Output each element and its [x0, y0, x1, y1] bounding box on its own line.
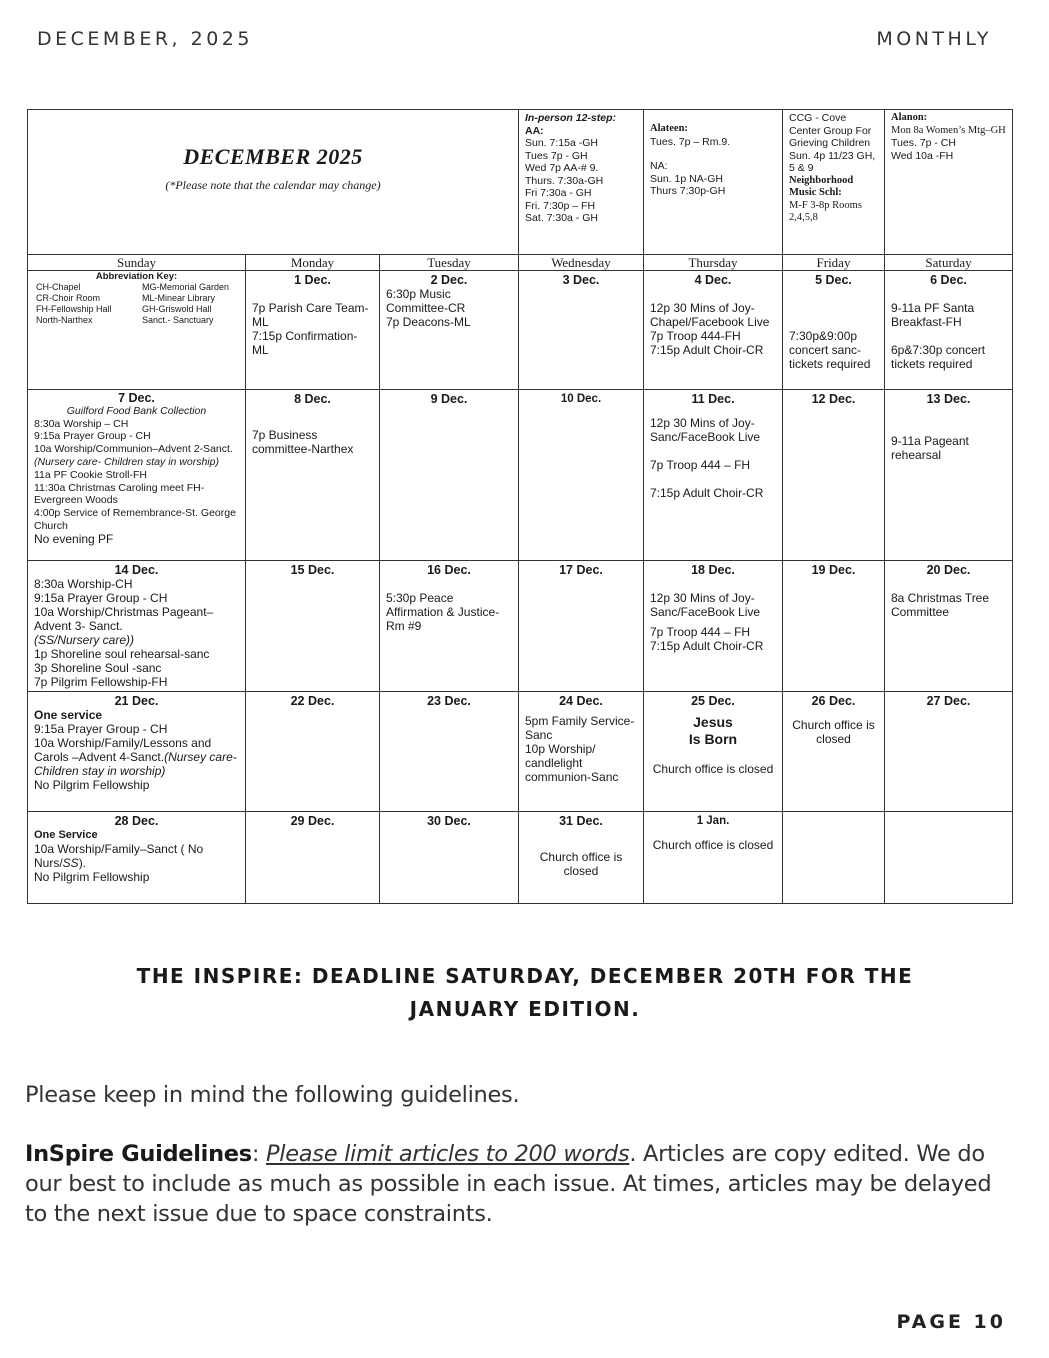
week-row: [28, 812, 1013, 904]
weekday-wednesday: Wednesday: [519, 255, 644, 271]
abbreviation-item: CH-Chapel: [36, 282, 81, 292]
info-line: NA:: [650, 160, 668, 172]
event: 5:30p Peace Affirmation & Justice-Rm #9: [386, 591, 500, 633]
event: 7p Deacons-ML: [386, 315, 471, 329]
event: 11a PF Cookie Stroll-FH: [34, 468, 148, 481]
info-line: CCG - Cove Center Group For Grieving Children: [789, 112, 872, 149]
day-date: 18 Dec.: [691, 563, 735, 577]
day-cell-dec-14: [28, 561, 246, 692]
day-cell-empty: [885, 812, 1013, 904]
event: 7:30p&9:00p concert sanc-tickets required: [789, 329, 871, 371]
event-note: (SS/Nursery care)): [34, 633, 135, 647]
info-in-person: [519, 110, 644, 255]
event: 7p Pilgrim Fellowship-FH: [34, 675, 168, 689]
info-line: AA:: [525, 124, 544, 137]
abbreviation-title: Abbreviation Key:: [95, 271, 178, 282]
event: 4:00p Service of Remembrance-St. George Church: [34, 507, 236, 532]
day-cell-dec-17: [519, 561, 644, 692]
abbreviation-item: CR-Choir Room: [36, 293, 101, 303]
day-date: 27 Dec.: [926, 694, 971, 708]
event: 10a Worship/Communion–Advent 2-Sanct.: [34, 443, 233, 456]
day-cell-dec-12: [783, 390, 885, 561]
info-line: Sun. 1p NA-GH: [650, 172, 723, 185]
abbreviation-item: FH-Fellowship Hall: [36, 304, 112, 314]
info-alateen: [644, 110, 783, 255]
event: No evening PF: [34, 531, 114, 546]
day-date: 20 Dec.: [926, 563, 971, 577]
day-date: 25 Dec.: [691, 694, 735, 708]
day-cell-dec-3: [519, 271, 644, 390]
event: 10a Worship/Family/Lessons and Carols –Advent 4-Sanct.: [34, 736, 212, 764]
day-date: 16 Dec.: [427, 563, 471, 577]
day-cell-dec-29: [246, 812, 380, 904]
day-cell-dec-13: [885, 390, 1013, 561]
day-date: 4 Dec.: [694, 273, 732, 287]
day-date: 3 Dec.: [562, 273, 600, 287]
calendar-note: (*Please note that the calendar may change): [165, 178, 381, 192]
event-note: (Nursery care- Children stay in worship): [34, 455, 219, 468]
day-date: 11 Dec.: [691, 392, 735, 406]
weekday-sunday: Sunday: [28, 255, 246, 271]
day-cell-jan-1: [644, 812, 783, 904]
day-cell-dec-30: [380, 812, 519, 904]
day-cell-dec-15: [246, 561, 380, 692]
event: One service: [34, 708, 103, 722]
info-line: Thurs 7:30p-GH: [650, 185, 726, 197]
christmas-text: Jesus: [693, 714, 733, 730]
event: 9:15a Prayer Group - CH: [34, 430, 151, 443]
day-date: 1 Dec.: [294, 273, 331, 287]
event: 3p Shoreline Soul -sanc: [34, 661, 162, 675]
day-cell-dec-22: [246, 692, 380, 812]
event: Guilford Food Bank Collection: [66, 404, 207, 417]
event: 12p 30 Mins of Joy-Chapel/Facebook Live: [650, 301, 770, 329]
event: 11:30a Christmas Caroling meet FH-Evergreen Woods: [34, 481, 205, 507]
abbreviation-item: GH-Griswold Hall: [142, 304, 212, 314]
guidelines-rest: . Articles are copy edited. We do our best to include as much as possible in each issue. At times, articles may be delayed to the next issue due to space constraints.: [25, 1141, 992, 1227]
info-line: Alanon:: [891, 112, 928, 123]
week-row: [28, 692, 1013, 812]
day-cell-empty: [783, 812, 885, 904]
day-date: 29 Dec.: [290, 814, 335, 828]
event-note: (Nursey care-Children stay in worship): [34, 750, 237, 778]
info-line: Alateen:: [650, 123, 688, 134]
day-cell-dec-1: [246, 271, 380, 390]
event: 10p Worship/ candlelight communion-Sanc: [525, 742, 619, 784]
day-cell-dec-6: [885, 271, 1013, 390]
event-note: SS: [62, 856, 79, 870]
day-cell-dec-4: [644, 271, 783, 390]
event: No Pilgrim Fellowship: [34, 778, 150, 792]
week-row: [28, 390, 1013, 561]
calendar-title: DECEMBER 2025: [183, 144, 363, 169]
guidelines-lead: InSpire Guidelines: [25, 1141, 252, 1167]
info-line: Wed 7p AA-# 9.: [525, 162, 599, 174]
day-date: 21 Dec.: [114, 694, 159, 708]
week-row: [28, 271, 1013, 390]
day-cell-dec-31: [519, 812, 644, 904]
event: Church office is closed: [792, 718, 875, 746]
day-date: 6 Dec.: [930, 273, 967, 287]
event: 8:30a Worship-CH: [34, 577, 133, 591]
day-cell-dec-18: [644, 561, 783, 692]
event: 12p 30 Mins of Joy-Sanc/FaceBook Live: [650, 416, 761, 444]
info-line: Tues. 7p - CH: [891, 137, 956, 149]
day-cell-dec-20: [885, 561, 1013, 692]
day-cell-dec-2: [380, 271, 519, 390]
info-line: M-F 3-8p Rooms 2,4,5,8: [789, 199, 862, 223]
calendar-header-row: [28, 110, 1013, 255]
event: 9-11a PF Santa Breakfast-FH: [891, 301, 975, 329]
event: 10a Worship/Christmas Pageant–Advent 3- Sanct.: [34, 605, 214, 633]
abbreviation-item: ML-Minear Library: [142, 293, 216, 303]
deadline-line: JANUARY EDITION.: [409, 997, 641, 1021]
day-date: 1 Jan.: [696, 815, 730, 827]
event: 7p Troop 444 – FH: [650, 625, 751, 639]
weekday-row: [28, 255, 1013, 271]
week-row: [28, 561, 1013, 692]
guidelines-intro: Please keep in mind the following guidelines.: [25, 1082, 520, 1108]
weekday-monday: Monday: [246, 255, 380, 271]
day-cell-dec-11: [644, 390, 783, 561]
day-date: 22 Dec.: [290, 694, 335, 708]
weekday-saturday: Saturday: [885, 255, 1013, 271]
event: 10a Worship/Family–Sanct ( No Nurs/: [34, 842, 204, 870]
info-line: Sun. 7:15a -GH: [525, 137, 598, 149]
event: 9:15a Prayer Group - CH: [34, 722, 168, 736]
guidelines-text: [25, 1139, 1010, 1229]
event: Church office is closed: [652, 838, 774, 852]
day-cell-dec-23: [380, 692, 519, 812]
weekday-friday: Friday: [783, 255, 885, 271]
day-cell-dec-8: [246, 390, 380, 561]
event: Church office is closed: [652, 762, 774, 776]
christmas-text: Is Born: [688, 731, 738, 747]
day-cell-dec-16: [380, 561, 519, 692]
day-date: 19 Dec.: [811, 563, 856, 577]
inspire-deadline: [100, 960, 950, 1026]
event: 7p Business committee-Narthex: [252, 428, 354, 456]
day-cell-dec-24: [519, 692, 644, 812]
event: 8a Christmas Tree Committee: [891, 591, 990, 619]
header-frequency: MONTHLY: [876, 28, 992, 50]
day-date: 24 Dec.: [559, 694, 603, 708]
day-cell-dec-5: [783, 271, 885, 390]
info-line: Thurs. 7:30a-GH: [525, 174, 604, 187]
info-line: Tues 7p - GH: [525, 149, 588, 162]
event: 7p Troop 444-FH: [650, 329, 741, 343]
weekday-tuesday: Tuesday: [380, 255, 519, 271]
info-line: Neighborhood Music Schl:: [789, 174, 854, 198]
day-date: 15 Dec.: [290, 563, 335, 577]
guidelines-colon: :: [251, 1141, 267, 1167]
abbreviation-item: MG-Memorial Garden: [142, 282, 230, 292]
event: 7:15p Adult Choir-CR: [650, 486, 764, 500]
calendar-title-cell: [28, 110, 519, 255]
event: 6:30p Music Committee-CR: [386, 287, 466, 315]
day-date: 26 Dec.: [811, 694, 856, 708]
day-date: 8 Dec.: [294, 392, 331, 406]
day-date: 14 Dec.: [114, 563, 159, 577]
day-cell-dec-7: [28, 390, 246, 561]
info-line: Wed 10a -FH: [891, 149, 954, 162]
event: 7:15p Adult Choir-CR: [650, 343, 764, 357]
info-line: Sun. 4p 11/23 GH, 5 & 9: [789, 149, 876, 174]
day-date: 10 Dec.: [560, 393, 602, 405]
info-line: Fri. 7:30p – FH: [525, 199, 596, 212]
info-line: Fri 7:30a - GH: [525, 187, 592, 199]
abbreviation-item: North-Narthex: [36, 315, 93, 325]
day-date: 30 Dec.: [427, 814, 471, 828]
event: 6p&7:30p concert tickets required: [891, 343, 986, 371]
day-cell-dec-26: [783, 692, 885, 812]
day-date: 7 Dec.: [118, 391, 155, 405]
day-date: 5 Dec.: [815, 273, 852, 287]
event: 5pm Family Service-Sanc: [525, 714, 635, 742]
day-date: 31 Dec.: [559, 814, 603, 828]
info-ccg: [783, 110, 885, 255]
event: One Service: [34, 829, 98, 841]
header-month: DECEMBER, 2025: [37, 28, 253, 50]
abbreviation-key: [28, 271, 246, 390]
event: 8:30a Worship – CH: [34, 417, 129, 430]
info-line: In-person 12-step:: [525, 112, 617, 124]
day-date: 28 Dec.: [114, 814, 159, 828]
event: 7p Troop 444 – FH: [650, 458, 751, 472]
calendar-table: [27, 109, 1013, 904]
event: 7:15p Confirmation-ML: [252, 329, 358, 357]
info-line: Sat. 7:30a - GH: [525, 212, 598, 224]
event: 1p Shoreline soul rehearsal-sanc: [34, 647, 210, 661]
event: ).: [78, 856, 87, 870]
day-date: 13 Dec.: [926, 392, 971, 406]
calendar: [27, 109, 1012, 903]
weekday-thursday: Thursday: [644, 255, 783, 271]
day-cell-dec-25: [644, 692, 783, 812]
event: Church office is closed: [539, 850, 623, 878]
day-date: 17 Dec.: [559, 563, 603, 577]
info-line: Tues. 7p – Rm.9.: [650, 135, 731, 148]
day-cell-dec-28: [28, 812, 246, 904]
day-cell-dec-27: [885, 692, 1013, 812]
day-date: 23 Dec.: [427, 694, 471, 708]
deadline-line: THE INSPIRE: DEADLINE SATURDAY, DECEMBER 20TH FOR THE: [136, 964, 914, 988]
guidelines-word-limit: Please limit articles to 200 words: [266, 1141, 630, 1167]
abbreviation-item: Sanct.- Sanctuary: [142, 315, 214, 325]
abbreviation-grid: [36, 282, 239, 326]
info-line: Mon 8a Women’s Mtg–GH: [891, 124, 1006, 136]
event: No Pilgrim Fellowship: [34, 870, 150, 884]
day-cell-dec-21: [28, 692, 246, 812]
day-cell-dec-10: [519, 390, 644, 561]
day-date: 9 Dec.: [430, 392, 468, 406]
event: 9:15a Prayer Group - CH: [34, 591, 168, 605]
event: 7p Parish Care Team-ML: [252, 301, 369, 329]
day-cell-dec-19: [783, 561, 885, 692]
day-date: 2 Dec.: [430, 273, 468, 287]
event: 7:15p Adult Choir-CR: [650, 639, 764, 653]
day-date: 12 Dec.: [811, 392, 856, 406]
event: 9-11a Pageant rehearsal: [891, 434, 969, 462]
page-number: PAGE 10: [896, 1311, 1006, 1333]
day-cell-dec-9: [380, 390, 519, 561]
event: 12p 30 Mins of Joy-Sanc/FaceBook Live: [650, 591, 761, 619]
info-alanon: [885, 110, 1013, 255]
